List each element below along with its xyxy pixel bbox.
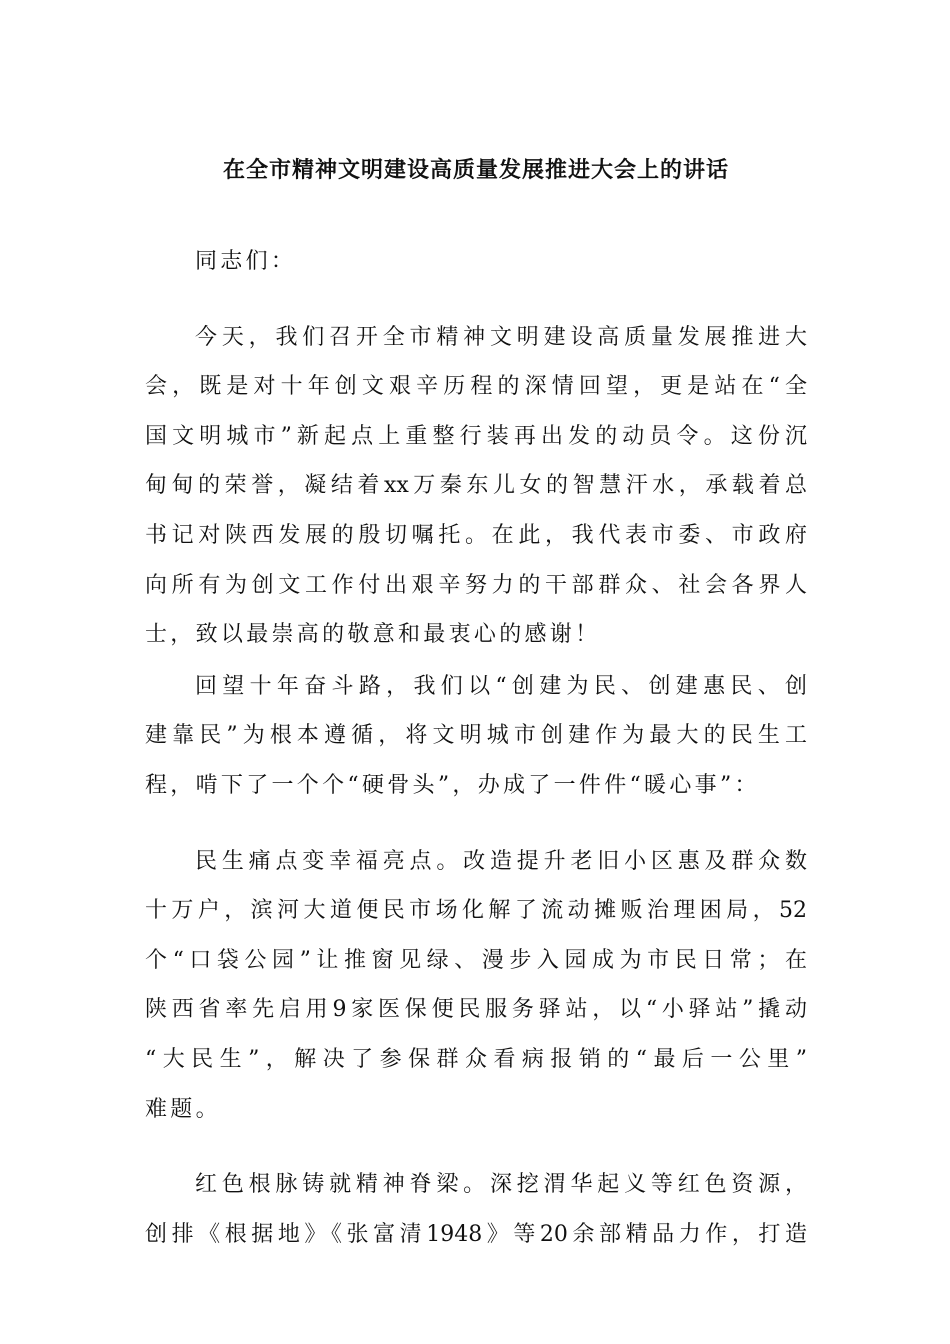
text-line: 红色根脉铸就精神脊梁。深挖渭华起义等红色资源， [195,1172,807,1198]
text-line: 民生痛点变幸福亮点。改造提升老旧小区惠及群众数 [195,848,807,874]
text-line: 今天，我们召开全市精神文明建设高质量发展推进大 [195,324,807,350]
salutation: 同志们： [195,249,297,274]
text-line: 十万户，滨河大道便民市场化解了流动摊贩治理困局，52 [145,898,807,924]
text-line: “大民生”，解决了参保群众看病报销的“最后一公里” [145,1046,807,1072]
text-line: 回望十年奋斗路，我们以“创建为民、创建惠民、创 [195,673,807,699]
text-line: 难题。 [145,1096,221,1122]
text-line: 甸甸的荣誉，凝结着xx万秦东儿女的智慧汗水，承载着总 [145,473,807,499]
body-paragraph [145,662,807,811]
text-line: 书记对陕西发展的殷切嘱托。在此，我代表市委、市政府 [145,522,807,548]
body-paragraph [145,313,807,660]
body-paragraph [145,837,807,1135]
text-line: 创排《根据地》《张富清1948》等20余部精品力作，打造 [145,1221,807,1247]
document-page [145,146,807,1259]
body-paragraph [145,1160,807,1259]
document-title: 在全市精神文明建设高质量发展推进大会上的讲话 [222,157,729,183]
text-line: 建靠民”为根本遵循，将文明城市创建作为最大的民生工 [145,723,807,749]
text-line: 会，既是对十年创文艰辛历程的深情回望，更是站在“全 [145,374,807,400]
text-line: 程，啃下了一个个“硬骨头”，办成了一件件“暖心事”： [145,772,760,798]
text-line: 国文明城市”新起点上重整行装再出发的动员令。这份沉 [145,423,807,449]
text-line: 向所有为创文工作付出艰辛努力的干部群众、社会各界人 [145,572,807,598]
salutation-paragraph [145,237,807,287]
text-line: 士，致以最崇高的敬意和最衷心的感谢！ [145,622,601,648]
text-line: 陕西省率先启用9家医保便民服务驿站，以“小驿站”撬动 [145,997,807,1023]
text-line: 个“口袋公园”让推窗见绿、漫步入园成为市民日常；在 [145,947,807,973]
